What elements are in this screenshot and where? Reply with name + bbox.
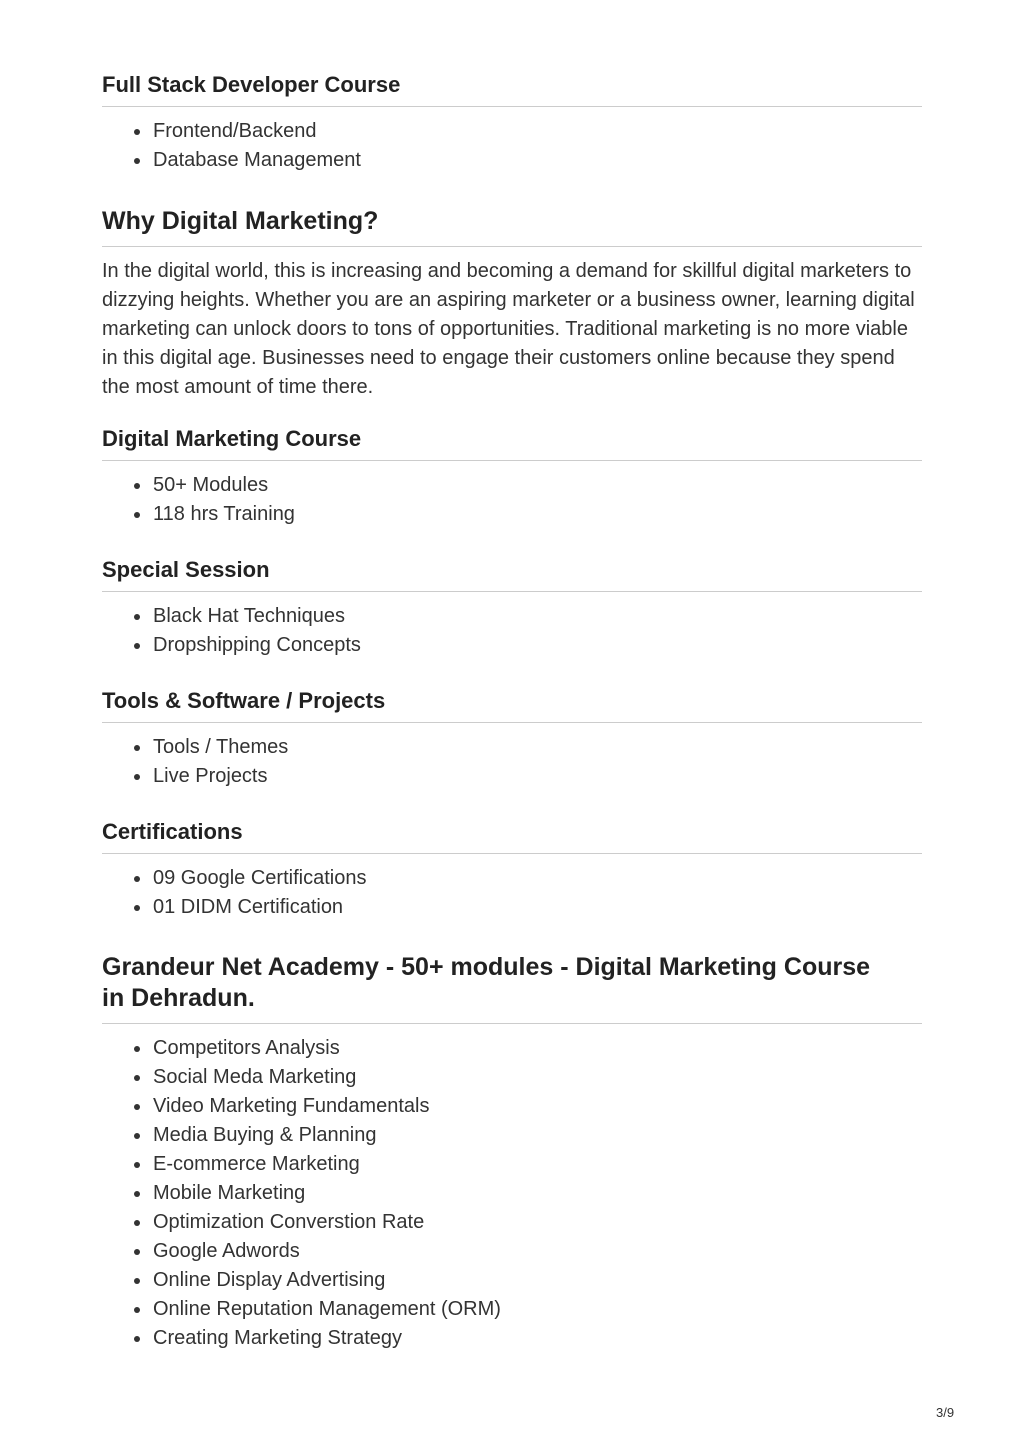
- list-item: E-commerce Marketing: [102, 1150, 922, 1179]
- list-item: Media Buying & Planning: [102, 1121, 922, 1150]
- list-item: Black Hat Techniques: [102, 602, 922, 631]
- heading-line-1: Grandeur Net Academy - 50+ modules - Digital Marketing Course: [102, 953, 871, 981]
- list-item: Live Projects: [102, 762, 922, 791]
- section-heading: Tools & Software / Projects: [102, 688, 922, 723]
- list-item: Dropshipping Concepts: [102, 631, 922, 660]
- list-item: Video Marketing Fundamentals: [102, 1092, 922, 1121]
- bullet-list: [102, 602, 922, 660]
- bullet-list: [102, 733, 922, 791]
- section-tools-projects: [102, 688, 922, 791]
- section-special-session: [102, 557, 922, 660]
- list-item: Optimization Converstion Rate: [102, 1208, 922, 1237]
- list-item: 01 DIDM Certification: [102, 893, 922, 922]
- heading-line-2: in Dehradun.: [102, 984, 255, 1012]
- paragraph: In the digital world, this is increasing and becoming a demand for skillful digital marketers to dizzying heights. Whether you are an aspiring marketer or a business owner, learning digital marketing can unlock doors to tons of opportunities. Traditional marketing is no more viable in this digital age. Businesses need to engage their customers online because they spend the most amount of time there.: [102, 260, 915, 398]
- bullet-list: [102, 864, 922, 922]
- bullet-list: [102, 117, 922, 175]
- list-item: Social Meda Marketing: [102, 1063, 922, 1092]
- section-why-digital-marketing: [102, 206, 922, 402]
- list-item: Competitors Analysis: [102, 1034, 922, 1063]
- list-item: Tools / Themes: [102, 733, 922, 762]
- section-digital-marketing-course: [102, 426, 922, 529]
- list-item: 50+ Modules: [102, 471, 922, 500]
- list-item: Online Reputation Management (ORM): [102, 1295, 922, 1324]
- section-full-stack: [102, 72, 922, 175]
- section-heading: Digital Marketing Course: [102, 426, 922, 461]
- section-heading: Full Stack Developer Course: [102, 72, 922, 107]
- page-number: 3/9: [936, 1405, 955, 1420]
- section-certifications: [102, 819, 922, 922]
- list-item: 118 hrs Training: [102, 500, 922, 529]
- list-item: Mobile Marketing: [102, 1179, 922, 1208]
- section-heading: [102, 952, 922, 1024]
- section-heading: Why Digital Marketing?: [102, 206, 922, 247]
- list-item: Online Display Advertising: [102, 1266, 922, 1295]
- section-heading: Special Session: [102, 557, 922, 592]
- bullet-list: [102, 471, 922, 529]
- list-item: Creating Marketing Strategy: [102, 1324, 922, 1353]
- section-heading: Certifications: [102, 819, 922, 854]
- section-grandeur-net-academy: [102, 952, 922, 1353]
- list-item: Database Management: [102, 146, 922, 175]
- list-item: 09 Google Certifications: [102, 864, 922, 893]
- bullet-list: [102, 1034, 922, 1353]
- list-item: Frontend/Backend: [102, 117, 922, 146]
- list-item: Google Adwords: [102, 1237, 922, 1266]
